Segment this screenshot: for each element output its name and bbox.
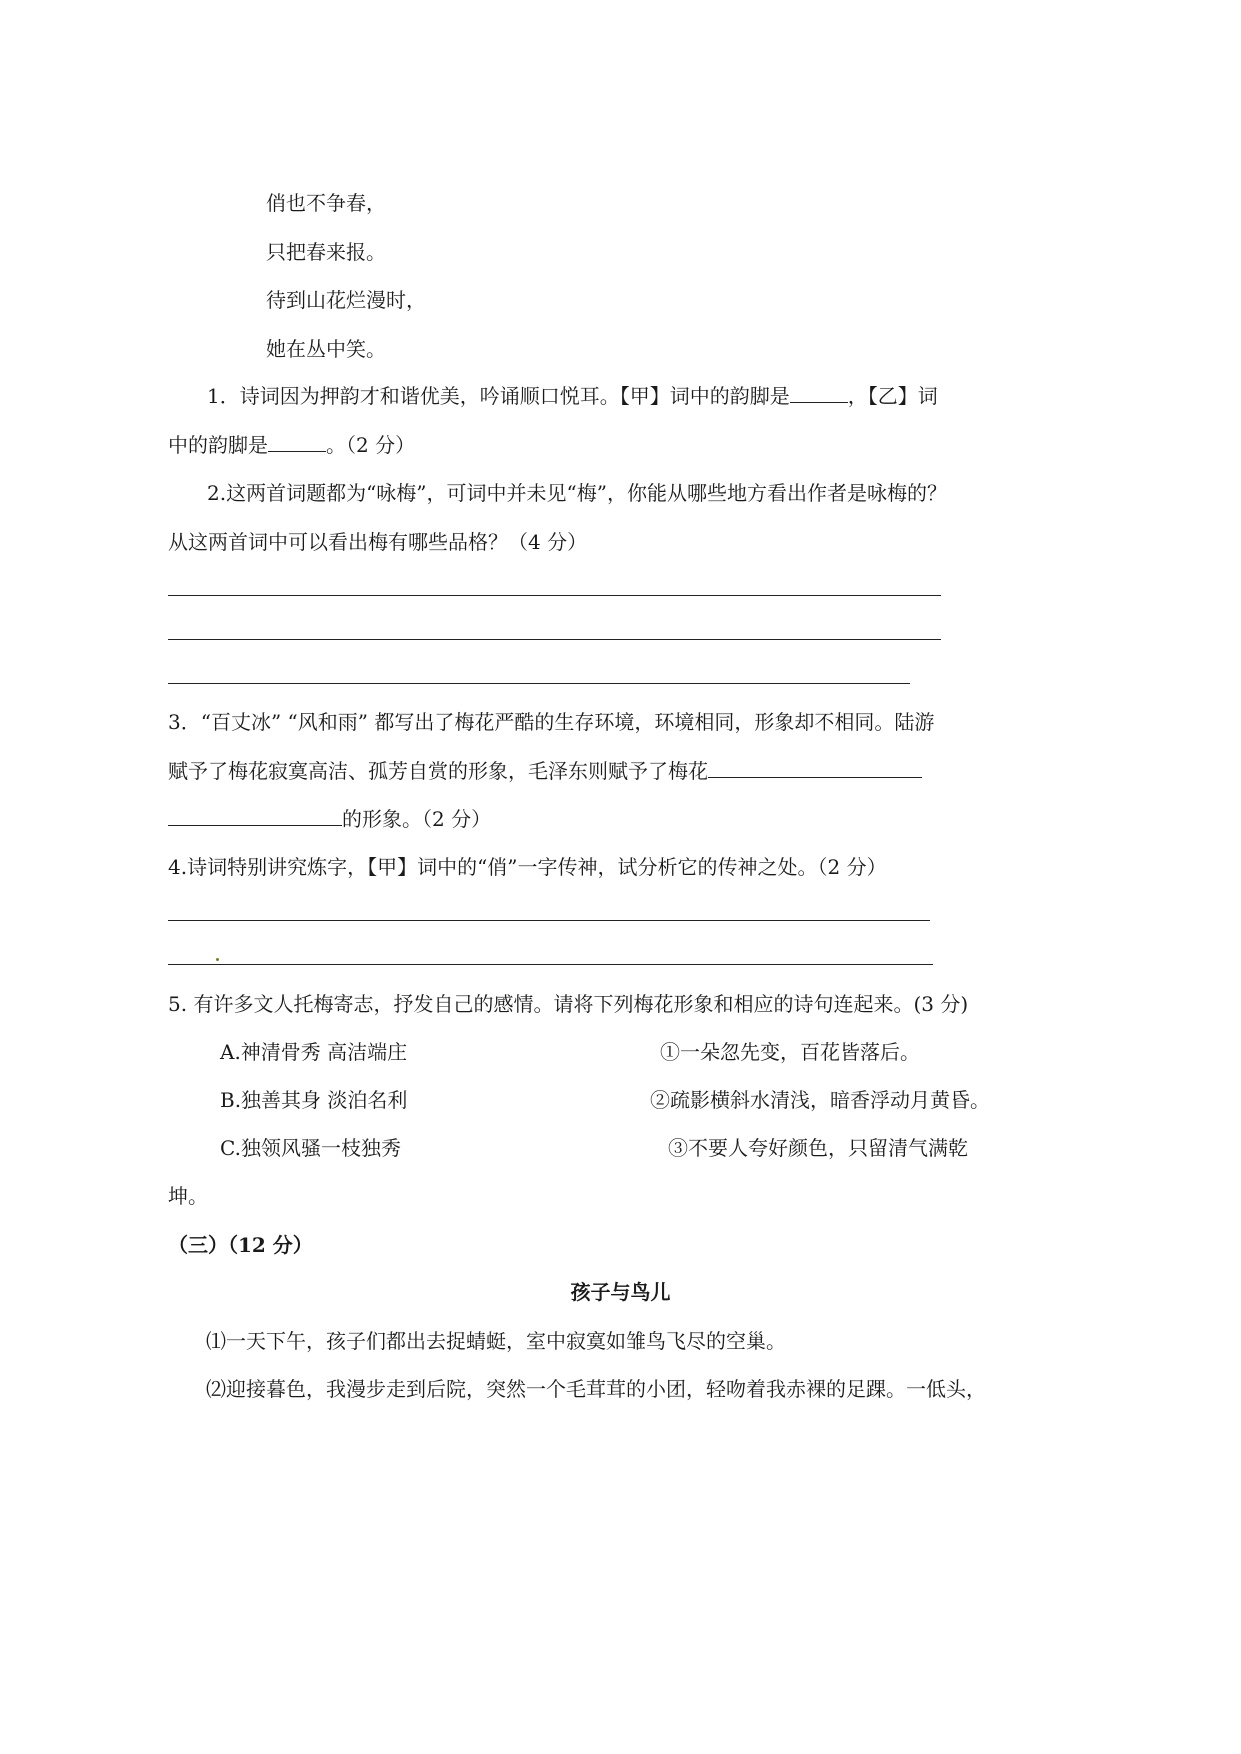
q5-wrap: 坤。 bbox=[168, 1184, 208, 1208]
stray-dot bbox=[216, 958, 219, 961]
q5-left-a: A.神清骨秀 高洁端庄 bbox=[220, 1040, 408, 1064]
q1-blank-yi[interactable] bbox=[268, 431, 326, 452]
q2-answer-line-3[interactable] bbox=[168, 683, 910, 684]
q3-blank-2[interactable] bbox=[168, 805, 342, 826]
q4-answer-line-1[interactable] bbox=[168, 920, 930, 921]
q5-left-c: C.独领风骚一枝独秀 bbox=[220, 1136, 401, 1160]
passage-paragraph-1: ⑴一天下午，孩子们都出去捉蜻蜓，室中寂寞如雏鸟飞尽的空巢。 bbox=[206, 1329, 786, 1353]
q4-line-1: 4.诗词特别讲究炼字，【甲】词中的“俏”一字传神，试分析它的传神之处。（2 分） bbox=[168, 855, 887, 879]
q1-line-1 bbox=[207, 382, 938, 410]
poem-line-2: 只把春来报。 bbox=[266, 240, 386, 264]
q2-answer-line-1[interactable] bbox=[168, 595, 941, 596]
q2-line-1: 2.这两首词题都为“咏梅”，可词中并未见“梅”，你能从哪些地方看出作者是咏梅的？ bbox=[207, 481, 947, 505]
q5-right-1: ①一朵忽先变，百花皆落后。 bbox=[660, 1040, 920, 1064]
section-heading: （三）（12 分） bbox=[168, 1233, 313, 1257]
q5-line-1: 5. 有许多文人托梅寄志，抒发自己的感情。请将下列梅花形象和相应的诗句连起来。(3 分) bbox=[168, 992, 969, 1016]
q5-left-b: B.独善其身 淡泊名利 bbox=[220, 1088, 408, 1112]
poem-line-4: 她在丛中笑。 bbox=[266, 337, 386, 361]
passage-paragraph-2: ⑵迎接暮色，我漫步走到后院，突然一个毛茸茸的小团，轻吻着我赤裸的足踝。一低头， bbox=[206, 1377, 986, 1401]
q1-text-b: ，【乙】词 bbox=[847, 384, 938, 408]
q5-right-3: ③不要人夸好颜色，只留清气满乾 bbox=[668, 1136, 968, 1160]
q1-text-d: 。（2 分） bbox=[326, 433, 416, 457]
q1-blank-jia[interactable] bbox=[790, 382, 848, 403]
q4-answer-line-2[interactable] bbox=[168, 964, 933, 965]
q1-text-c: 中的韵脚是 bbox=[168, 433, 268, 457]
q2-answer-line-2[interactable] bbox=[168, 639, 941, 640]
q5-right-2: ②疏影横斜水清浅，暗香浮动月黄昏。 bbox=[650, 1088, 990, 1112]
q2-line-2: 从这两首词中可以看出梅有哪些品格？（4 分） bbox=[168, 530, 588, 554]
q1-line-2 bbox=[168, 431, 415, 459]
poem-line-3: 待到山花烂漫时， bbox=[266, 288, 426, 312]
q3-line-3 bbox=[168, 805, 491, 833]
q3-line-1: 3．“百丈冰” “风和雨” 都写出了梅花严酷的生存环境，环境相同，形象却不相同。陆游 bbox=[168, 710, 935, 734]
q3-text-b: 的形象。（2 分） bbox=[342, 807, 492, 831]
q3-text-a: 赋予了梅花寂寞高洁、孤芳自赏的形象，毛泽东则赋予了梅花 bbox=[168, 759, 708, 783]
q3-line-2 bbox=[168, 757, 922, 785]
q1-text-a: 1．诗词因为押韵才和谐优美，吟诵顺口悦耳。【甲】词中的韵脚是 bbox=[207, 384, 790, 408]
q3-blank-1[interactable] bbox=[708, 757, 922, 778]
passage-title: 孩子与鸟儿 bbox=[570, 1280, 671, 1304]
poem-line-1: 俏也不争春， bbox=[266, 191, 386, 215]
